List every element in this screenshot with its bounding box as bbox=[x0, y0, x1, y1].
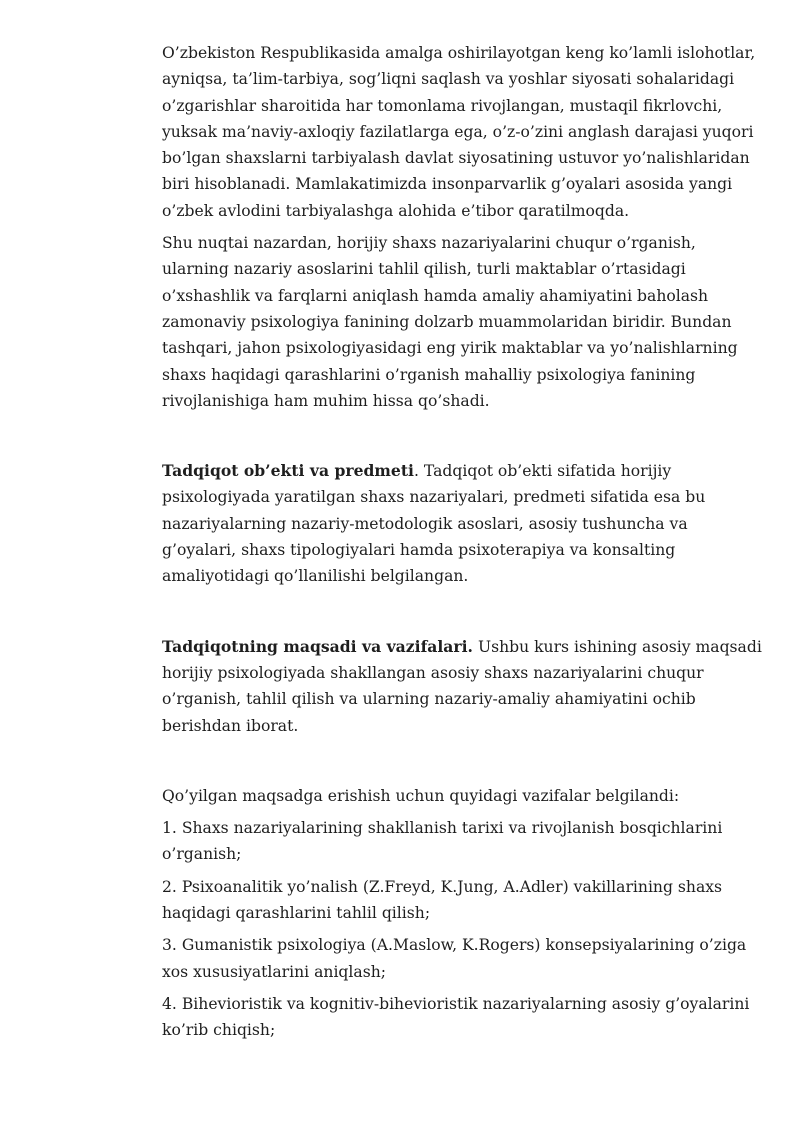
object-section-heading: Tadqiqot ob’ekti va predmeti bbox=[162, 461, 414, 481]
object-section-text: . Tadqiqot ob’ekti sifatida horijiy psixologiyada yaratilgan shaxs nazariyalari, predmeti sifatida esa bu nazariyalarning nazariy-metodologik asoslari, asosiy tushuncha va g’oyalari, shaxs tipologiyalari hamda psixoterapiya va konsalting amaliyotidagi qo’llanilishi belgilangan. bbox=[162, 462, 706, 586]
tasks-intro: Qo’yilgan maqsadga erishish uchun quyidagi vazifalar belgilandi: bbox=[162, 786, 680, 805]
goal-section-text: Ushbu kurs ishining asosiy maqsadi horijiy psixologiyada shakllangan asosiy shaxs nazariyalarini chuqur o’rganish, tahlil qilish va ularning nazariy-amaliy ahamiyatini ochib berishdan iborat. bbox=[162, 637, 762, 735]
object-section-paragraph bbox=[162, 458, 762, 589]
tasks-list bbox=[162, 815, 762, 1043]
goal-section-paragraph bbox=[162, 634, 762, 739]
list-item: 2. Psixoanalitik yo’nalish (Z.Freyd, K.Jung, A.Adler) vakillarining shaxs haqidagi qarashlarini tahlil qilish; bbox=[162, 877, 723, 923]
list-item: 3. Gumanistik psixologiya (A.Maslow, K.Rogers) konsepsiyalarining o’ziga xos xususiyatlarini aniqlash; bbox=[162, 936, 747, 981]
goal-section-heading: Tadqiqotning maqsadi va vazifalari. bbox=[162, 636, 473, 656]
document-page bbox=[162, 40, 762, 1050]
list-item: 4. Bihevioristik va kognitiv-bihevioristik nazariyalarning asosiy g’oyalarini ko’rib chiqish; bbox=[162, 994, 750, 1040]
intro-paragraph-2: Shu nuqtai nazardan, horijiy shaxs nazariyalarini chuqur o’rganish, ularning nazariy asoslarini tahlil qilish, turli maktablar o’rtasidagi o’xshashlik va farqlarni aniqlash hamda amaliy ahamiyatini baholash zamonaviy psixologiya fanining dolzarb muammolaridan biridir. Bundan tashqari, jahon psixologiyasidagi eng yirik maktablar va yo’nalishlarning shaxs haqidagi qarashlarini o’rganish mahalliy psixologiya fanining rivojlanishiga ham muhim hissa qo’shadi. bbox=[162, 234, 738, 410]
intro-paragraph-1: O’zbekiston Respublikasida amalga oshirilayotgan keng ko’lamli islohotlar, ayniqsa, ta’lim-tarbiya, sog’liqni saqlash va yoshlar siyosati sohalaridagi o’zgarishlar sharoitida har tomonlama rivojlangan, mustaqil fikrlovchi, yuksak ma’naviy-axloqiy fazilatlarga ega, o’z-o’zini anglash darajasi yuqori bo’lgan shaxslarni tarbiyalash davlat siyosatining ustuvor yo’nalishlaridan biri hisoblanadi. Mamlakatimizda insonparvarlik g’oyalari asosida yangi o’zbek avlodini tarbiyalashga alohida e’tibor qaratilmoqda. bbox=[162, 44, 756, 220]
list-item: 1. Shaxs nazariyalarining shakllanish tarixi va rivojlanish bosqichlarini o’rganish; bbox=[162, 819, 723, 864]
